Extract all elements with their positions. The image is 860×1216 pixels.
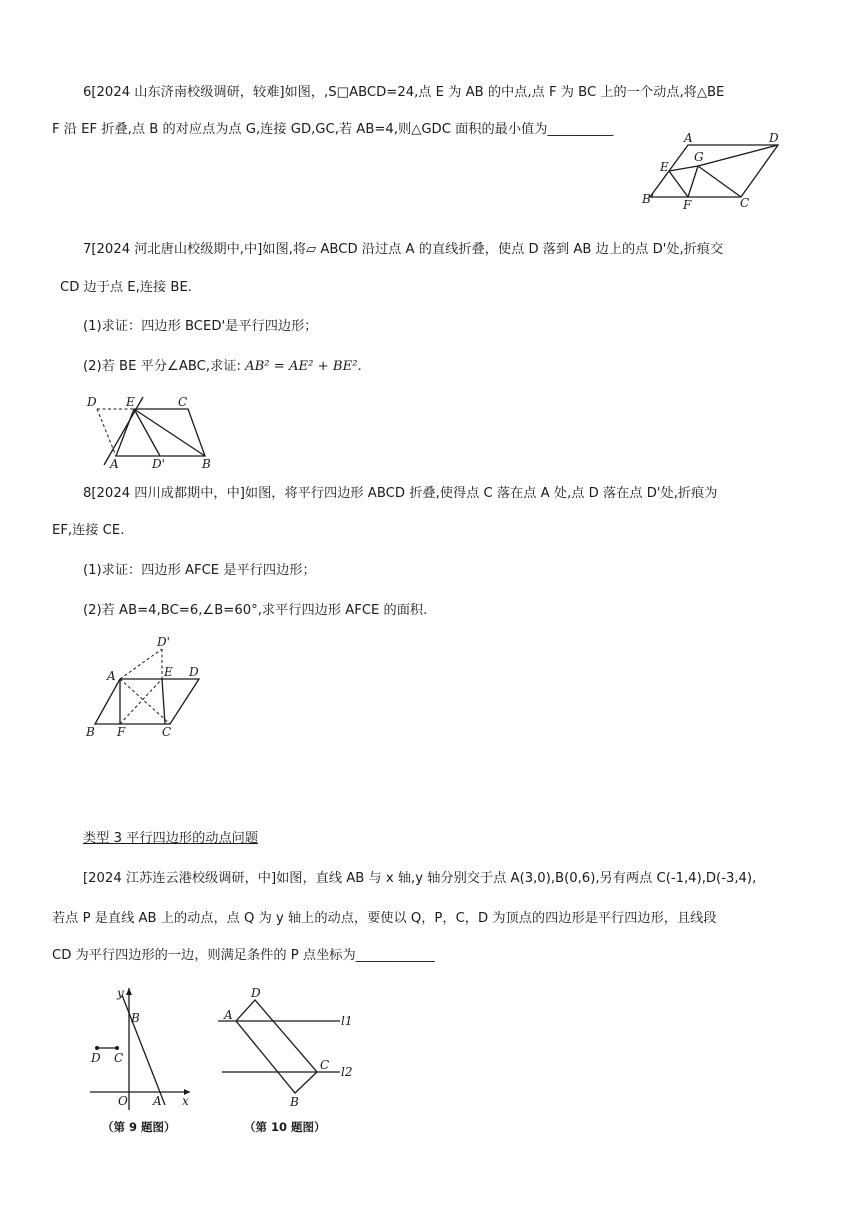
fig9-y-arrow [126, 988, 132, 995]
fig9-label-c: C [114, 1051, 124, 1065]
q7-text-line1: 7[2024 河北唐山校级期中,中]如图,将▱ ABCD 沿过点 A 的直线折叠，使点 D 落到 AB 边上的点 D'处,折痕交 [83, 242, 724, 257]
q8-dashed-ad [120, 649, 162, 679]
type3-text-line3 [52, 947, 435, 965]
q7-fold-line [104, 397, 143, 465]
q6-text-line1: 6[2024 山东济南校级调研，较难]如图，,S□ABCD=24,点 E 为 AB 的中点,点 F 为 BC 上的一个动点,将△BE [83, 85, 725, 100]
q7-part2-prefix: (2)若 BE 平分∠ABC,求证: [83, 359, 246, 374]
q7-be [134, 409, 205, 456]
q8-label-c: C [162, 725, 172, 739]
fig10-label-l1: l1 [341, 1014, 353, 1028]
q8-text-line1: 8[2024 四川成都期中，中]如图，将平行四边形 ABCD 折叠,使得点 C 落在点 A 处,点 D 落在点 D'处,折痕为 [83, 486, 718, 501]
type3-answer-blank[interactable]: ____________ [355, 948, 435, 963]
type3-heading: 类型 3 平行四边形的动点问题 [83, 831, 259, 846]
q7-part2 [83, 358, 362, 376]
q7-part2-formula: AB² = AE² + BE². [245, 359, 362, 374]
q7-quad-bced [116, 409, 205, 456]
q7-label-d-prime: D' [152, 457, 165, 471]
q8-label-d-prime: D' [157, 635, 170, 649]
q6-label-c: C [740, 196, 750, 210]
fig9-point-c [115, 1046, 119, 1050]
q8-parallelogram [95, 679, 199, 724]
q7-text-line2: CD 边于点 E,连接 BE. [60, 280, 192, 295]
q8-label-a: A [107, 669, 116, 683]
q8-part1: (1)求证：四边形 AFCE 是平行四边形； [83, 563, 316, 578]
q7-ed-prime [134, 409, 160, 456]
fig9-label-y: y [117, 986, 124, 1000]
fig9-label-b: B [131, 1011, 140, 1025]
type3-text-line1: [2024 江苏连云港校级调研，中]如图，直线 AB 与 x 轴,y 轴分别交于点 A(3,0),B(0,6),另有两点 C(-1,4),D(-3,4), [83, 871, 757, 886]
fig9-label-o: O [118, 1094, 128, 1108]
q6-label-e: E [660, 160, 669, 174]
q6-gc [698, 166, 741, 197]
fig10-label-b: B [290, 1095, 299, 1109]
q6-label-f: F [683, 198, 692, 212]
q6-figure [640, 128, 810, 213]
q8-figure [82, 635, 217, 740]
q8-label-e: E [164, 665, 173, 679]
fig10-label-a: A [224, 1008, 233, 1022]
q7-figure [82, 393, 222, 471]
fig10-label-c: C [320, 1058, 330, 1072]
q7-label-e: E [126, 395, 135, 409]
fig10-label-l2: l2 [341, 1065, 353, 1079]
q8-label-f: F [117, 725, 126, 739]
fig9-caption: （第 9 题图） [102, 1120, 176, 1134]
fig10-label-d: D [251, 986, 261, 1000]
q7-label-b: B [202, 457, 211, 471]
q6-label-b: B' [642, 192, 655, 206]
fig9-label-a: A [153, 1094, 162, 1108]
q7-label-a: A [110, 457, 119, 471]
q8-text-line2: EF,连接 CE. [52, 523, 125, 538]
q8-part2: (2)若 AB=4,BC=6,∠B=60°,求平行四边形 AFCE 的面积. [83, 603, 428, 618]
type3-text-line3-body: CD 为平行四边形的一边，则满足条件的 P 点坐标为 [52, 948, 356, 963]
fig9-point-d [95, 1046, 99, 1050]
q6-label-d: D [769, 131, 779, 145]
fig10-caption: （第 10 题图） [244, 1120, 326, 1134]
q7-label-d: D [87, 395, 97, 409]
q6-eg [669, 166, 698, 171]
q8-label-d: D [189, 665, 199, 679]
q6-text-line2 [52, 121, 613, 139]
fig10-parallelogram [236, 1000, 317, 1093]
figure-9 [85, 982, 195, 1142]
fig9-label-d: D [91, 1051, 101, 1065]
fig9-label-x: x [182, 1094, 189, 1108]
figure-10 [215, 982, 365, 1142]
q7-label-c: C [178, 395, 188, 409]
q6-text-line2-body: F 沿 EF 折叠,点 B 的对应点为点 G,连接 GD,GC,若 AB=4,则△GDC 面积的最小值为 [52, 122, 548, 137]
q6-label-g: G [694, 150, 704, 164]
q6-fg [688, 166, 698, 197]
q6-label-a: A [684, 131, 693, 145]
q6-fold-ef [669, 171, 688, 197]
q6-answer-blank[interactable]: __________ [547, 122, 614, 137]
q7-part1: (1)求证：四边形 BCED'是平行四边形； [83, 319, 318, 334]
q8-dashed-fe [120, 679, 162, 724]
type3-text-line2: 若点 P 是直线 AB 上的动点，点 Q 为 y 轴上的动点，要使以 Q，P，C，D 为顶点的四边形是平行四边形，且线段 [52, 911, 717, 926]
q8-label-b: B [86, 725, 95, 739]
